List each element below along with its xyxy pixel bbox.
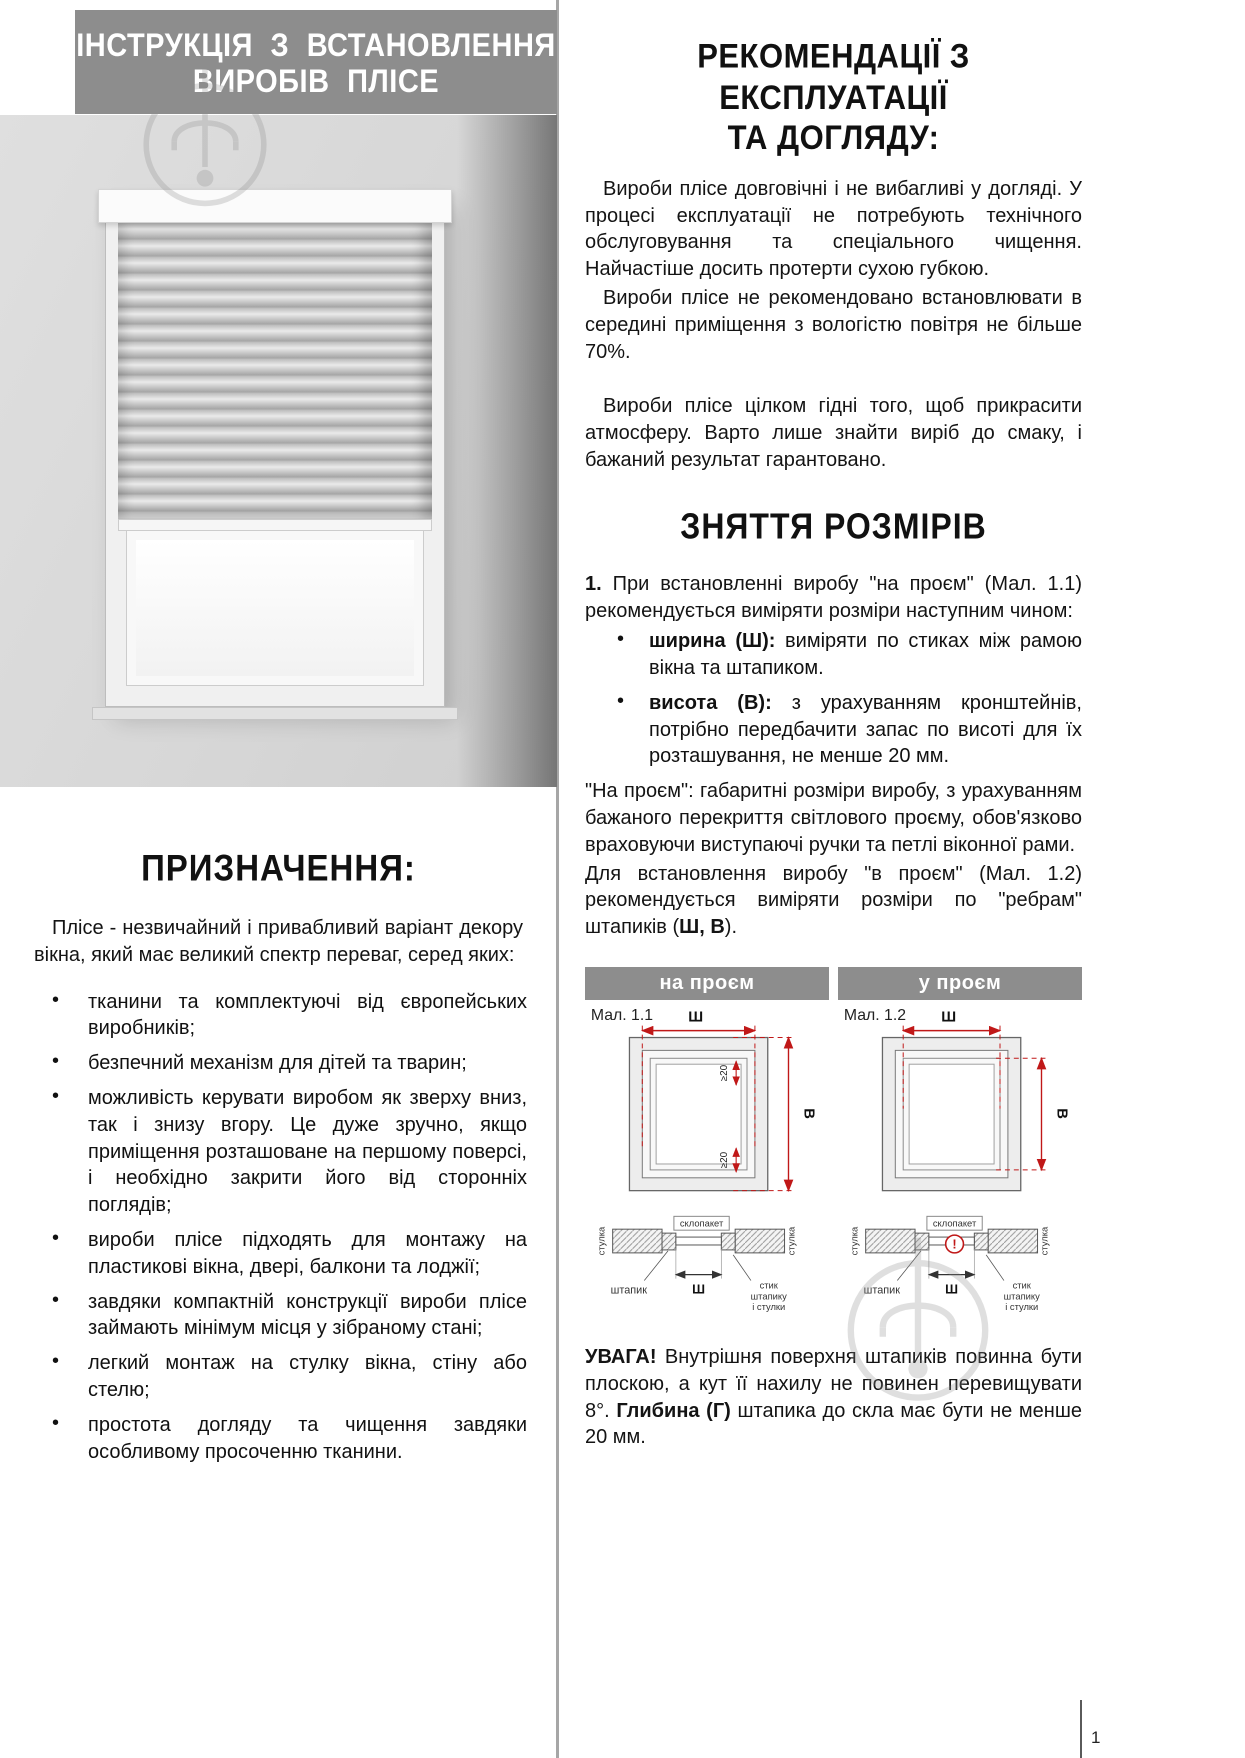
diagram-in-opening-figure — [838, 1000, 1082, 1326]
list-item: • тканини та комплектуючі від європейських виробників; — [48, 989, 527, 1043]
figure-label: Мал. 1.2 — [843, 1006, 907, 1024]
left-column — [0, 0, 557, 1473]
bead-label: штапик — [610, 1284, 647, 1297]
joint-label-line3: і стулки — [752, 1302, 786, 1313]
bead-label: штапик — [863, 1284, 900, 1297]
bullet-icon: • — [52, 1411, 60, 1434]
bullet-icon: • — [617, 689, 625, 712]
blind-bottom-rail — [118, 519, 432, 531]
measuring-diagrams — [585, 967, 1082, 1326]
list-item: • простота догляду та чищення завдяки особливому просоченню тканини. — [48, 1412, 527, 1466]
measuring-title: ЗНЯТТЯ РОЗМІРІВ — [680, 505, 987, 547]
measuring-paragraph-3: Для встановлення виробу "в проєм" (Мал. 1.2) рекомендується виміряти розміри по "ребрам" штапиків (Ш, В). — [585, 862, 1082, 939]
width-height-abbrev: Ш, В — [679, 916, 725, 939]
care-paragraph-3: Вироби плісе цілком гідні того, щоб прикрасити атмосферу. Варто лише знайти виріб до смаку, і бажаний результат гарантовано. — [585, 395, 1082, 471]
sash-left-label: стулка — [849, 1226, 860, 1256]
measuring-intro — [585, 571, 1082, 625]
instruction-title-line1: ІНСТРУКЦІЯ З ВСТАНОВЛЕННЯ — [76, 27, 556, 64]
diagram-in-opening-header: у проєм — [838, 967, 1082, 1000]
cross-section — [850, 1216, 1050, 1255]
care-paragraph-1: Вироби плісе довговічні і не вибагливі у догляді. У процесі експлуатації не потребують технічного обслуговування та спеціального чищення. Найчастіше досить протерти сухою губкою. — [585, 177, 1082, 281]
figure-label: Мал. 1.1 — [590, 1006, 654, 1024]
list-item: • завдяки компактній конструкції вироби плісе займають мінімум місця у зібраному стані; — [48, 1289, 527, 1343]
list-item — [613, 628, 1082, 682]
instruction-title-line2: ВИРОБІВ ПЛІСЕ — [192, 64, 440, 101]
width-dimension-label: Ш — [941, 1009, 957, 1026]
care-title-line2: ТА ДОГЛЯДУ: — [727, 117, 940, 158]
bullet-icon: • — [617, 628, 625, 651]
care-title — [585, 36, 1082, 159]
glass-unit-label: склопакет — [932, 1218, 977, 1229]
window-frame-drawing — [629, 1038, 767, 1191]
blind-headrail — [98, 189, 452, 223]
sash-right-label: стулка — [786, 1226, 797, 1256]
sash-left-label: стулка — [596, 1226, 607, 1256]
bullet-icon: • — [52, 988, 60, 1011]
height-dimension-label: В — [800, 1108, 817, 1120]
bullet-icon: • — [52, 1350, 60, 1373]
footer-rule — [1080, 1700, 1082, 1758]
depth-term: Глибина (Г) — [616, 1399, 731, 1422]
diagram-in-opening — [838, 967, 1082, 1326]
sash-right-label: стулка — [1039, 1226, 1050, 1256]
care-paragraph-2: Вироби плісе не рекомендовано встановлювати в середині приміщення з вологістю повітря не більше 70%. — [585, 286, 1082, 363]
window-frame-drawing — [882, 1038, 1020, 1191]
height-dimension-label: В — [1053, 1108, 1070, 1120]
width-term: ширина (Ш): — [649, 630, 776, 653]
list-item — [613, 690, 1082, 770]
care-title-line1: РЕКОМЕНДАЦІЇ З ЕКСПЛУАТАЦІЇ — [697, 36, 970, 117]
clearance-top-label: ≥20 — [719, 1064, 731, 1082]
section-width-label: Ш — [692, 1281, 706, 1297]
list-item: • вироби плісе підходять для монтажу на пластикові вікна, двері, балкони та лоджії; — [48, 1227, 527, 1281]
list-item: • безпечний механізм для дітей та тварин; — [48, 1050, 527, 1077]
joint-label-line1: стик — [759, 1280, 778, 1291]
width-dimension-label: Ш — [688, 1009, 704, 1026]
section-labels — [864, 1249, 1040, 1312]
bullet-icon: • — [52, 1084, 60, 1107]
height-term: висота (В): — [649, 691, 772, 714]
window-sill — [92, 707, 458, 720]
attention-label: УВАГА! — [585, 1346, 657, 1369]
list-item: • можливість керувати виробом як зверху вниз, так і знизу вгору. Це дуже зручно, якщо приміщення розташоване на першому поверсі, і необхідно закрити його від сторонніх поглядів; — [48, 1085, 527, 1219]
width-definition: виміряти по стиках між рамою вікна та штапиком. — [649, 630, 1082, 680]
pleated-blind — [118, 223, 432, 519]
clearance-mid-label: ≥20 — [719, 1151, 731, 1169]
measuring-list — [613, 628, 1082, 770]
purpose-title: ПРИЗНАЧЕННЯ: — [141, 847, 416, 889]
measuring-intro-text: При встановленні виробу "на проєм" (Мал. 1.1) рекомендується виміряти розміри наступним чином: — [585, 572, 1082, 622]
purpose-list — [48, 989, 527, 1466]
diagram-on-opening-header: на проєм — [585, 967, 829, 1000]
joint-label-line3: і стулки — [1005, 1302, 1039, 1313]
diagram-on-opening-figure — [585, 1000, 829, 1326]
section-labels — [611, 1249, 787, 1312]
measuring-paragraph-2: "На проєм": габаритні розміри виробу, з урахуванням бажаного перекриття світлового проєму, обов'язково враховуючи виступаючі ручки та петлі віконної рами. — [585, 780, 1082, 856]
joint-label-line2: штапику — [1003, 1291, 1040, 1302]
window-glass — [127, 531, 423, 685]
instruction-title-banner — [75, 10, 557, 114]
purpose-intro: Плісе - незвичайний і привабливий варіант декору вікна, який має великий спектр переваг, серед яких: — [34, 917, 523, 966]
joint-label-line2: штапику — [750, 1291, 787, 1302]
diagram-on-opening — [585, 967, 829, 1326]
list-item: • легкий монтаж на стулку вікна, стіну або стелю; — [48, 1350, 527, 1404]
right-column — [585, 0, 1082, 1451]
bullet-icon: • — [52, 1226, 60, 1249]
wall-corner-shadow — [457, 115, 557, 787]
page-number: 1 — [1091, 1728, 1101, 1747]
measuring-intro-number: 1. — [585, 572, 602, 595]
section-width-label: Ш — [945, 1281, 959, 1297]
glass-unit-label: склопакет — [679, 1218, 724, 1229]
cross-section — [597, 1216, 797, 1255]
bullet-icon: • — [52, 1288, 60, 1311]
bullet-icon: • — [52, 1050, 60, 1073]
window-photo — [0, 115, 557, 787]
attention-paragraph: УВАГА! Внутрішня поверхня штапиків повинна бути плоскою, а кут її нахилу не повинен перевищувати 8°. Глибина (Г) штапика до скла має бути не менше 20 мм. — [585, 1346, 1082, 1449]
height-definition: з урахуванням кронштейнів, потрібно передбачити запас по висоті для їх розташування, не менше 20 мм. — [649, 691, 1082, 768]
joint-label-line1: стик — [1012, 1280, 1031, 1291]
warning-exclamation: ! — [952, 1236, 957, 1252]
